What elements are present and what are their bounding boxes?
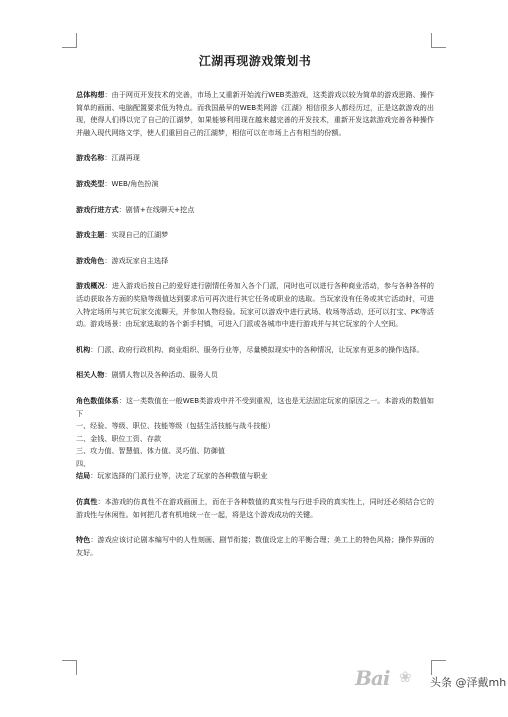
section-related-people: 相关人物：剧情人物以及各种活动、服务人员: [76, 370, 218, 380]
watermark-logo: Bai: [355, 666, 390, 690]
watermark-text: 头条 @泽戴mh: [430, 676, 507, 689]
crop-mark-top-right: [431, 33, 446, 48]
stats-item-3: 三、攻力值、智慧值、体力值、灵巧值、防御值: [76, 446, 225, 456]
watermark: [355, 666, 505, 696]
section-game-name: 游戏名称：江湖再现: [76, 153, 140, 163]
section-features: 特色：游戏应该讨论剧本编写中的人性刻画、剧节衔接；数值设定上的平衡合理；美工上的特色风格；操作界面的友好。: [76, 535, 435, 557]
document-title: 江湖再现游戏策划书: [198, 54, 312, 68]
stats-item-2: 二、金钱、职位工资、存款: [76, 433, 162, 443]
section-game-type: 游戏类型：WEB/角色扮演: [76, 178, 159, 188]
section-progress-mode: 游戏行进方式：剧情+在线聊天+挖点: [76, 204, 195, 214]
crop-mark-bottom-left: [62, 660, 77, 675]
document-body: [76, 52, 434, 559]
section-realism: 仿真性：本游戏的仿真性不在游戏画面上，而在于各种数值的真实性与行进手段的真实性上，同时还必须结合它的游戏性与休闲性。如何把几者有机地统一在一起，将是这个游戏成功的关键。: [76, 497, 434, 519]
crop-mark-top-left: [62, 33, 77, 48]
paw-icon: ❀: [399, 668, 412, 686]
section-character: 游戏角色：游戏玩家自主选择: [76, 255, 169, 265]
section-institutions: 机构：门派、政府行政机构、商业组织、服务行业等，尽量模拟现实中的各种情况，让玩家有更多的操作选择。: [76, 344, 424, 354]
section-stats-system: 角色数值体系：这一类数值在一般WEB类游戏中并不受到重视，这也是无法固定玩家的原因之一。本游戏的数值如下: [76, 395, 434, 418]
section-overview-game: 游戏概况：进入游戏后按自己的爱好进行剧情任务加入各个门派，同时也可以进行各种商业活动，参与各种各样的活动获取各方面的奖励等级值达到要求后可再次进行其它任务或职业的选取。当玩家没有任务或其它活动时，可进入特定场所与其它玩家交流聊天，并参加人物经验。玩家可以游戏中进行武场、收场等活动，还可以打宝、PK等活动。游戏场景：由玩家选取的各个新手村镇，可进入门派或各城市中进行游戏并与其它玩家的个人空间。: [76, 281, 435, 329]
section-overview: 总体构想：由于网页开发技术的完善，市场上又重新开始流行WEB类游戏，这类游戏以较为简单的游戏思路、操作简单的画面、电脑配置要求低为特点。而我国最早的WEB类网游《江湖》相信很多人都经历过，正是这款游戏的出现，使得人们得以完了自己的江湖梦，如果能够利用现在越来越完善的开发技术，重新开发这款游戏完善各种操作并融入现代网络文学，使人们重回自己的江湖梦，相信可以在市场上占有相当的份额。: [76, 90, 435, 137]
section-theme: 游戏主题：实现自己的江湖梦: [76, 230, 169, 240]
stats-item-4: 四、: [76, 458, 91, 468]
stats-item-1: 一、经验、等级、职位、技能等级（包括生活技能与战斗技能）: [76, 421, 275, 431]
section-ending: 结局：玩家选择的门派行业等，决定了玩家的各种数值与职业: [76, 471, 268, 481]
